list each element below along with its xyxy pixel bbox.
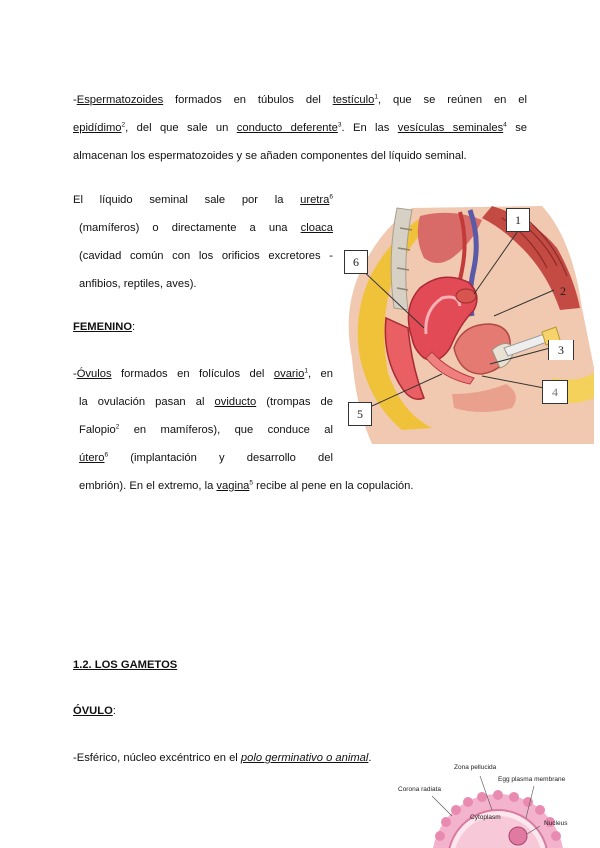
term-ovulos: Óvulos	[76, 368, 112, 380]
term-uretra: uretra	[300, 194, 330, 206]
egg-cell-figure	[394, 760, 600, 848]
nucleus-shape	[509, 827, 527, 845]
figure-label-3: 3	[548, 340, 574, 360]
figure-label-2: 2	[560, 284, 566, 298]
para1-line3: almacenan los espermatozoides y se añaden componentes del líquido seminal.	[73, 150, 467, 162]
term-espermatozoides: Espermatozoides	[76, 94, 164, 106]
term-conducto-deferente: conducto deferente	[236, 122, 338, 134]
egg-cell-illustration	[394, 760, 600, 848]
anatomy-illustration	[342, 198, 594, 444]
para2-line1: El líquido seminal sale por la uretra$^6$	[73, 193, 333, 206]
para2-line2: (mamíferos) o directamente a una cloaca	[79, 222, 333, 234]
leader-corona	[432, 796, 452, 816]
ovary-shape	[456, 289, 476, 303]
section-heading: 1.2. LOS GAMETOS	[73, 659, 178, 671]
term-utero: útero	[79, 452, 105, 464]
term-testiculo: testículo	[332, 94, 375, 106]
ovulo-heading: ÓVULO:	[73, 705, 116, 717]
femenino-heading: FEMENINO:	[73, 321, 136, 333]
paragraph-ovulo-desc: -Esférico, núcleo excéntrico en el polo germinativo o animal.	[73, 752, 372, 764]
figure-label-4: 4	[542, 380, 568, 404]
para1-line2: epidídimo$^2$, del que sale un conducto deferente$^3$. En las vesículas seminales$^4$ se	[73, 121, 528, 134]
label-zona-pellucida: Zona pellucida	[454, 764, 497, 771]
para1-line1: -Espermatozoides formados en túbulos del testículo$^1$, que se reúnen en el	[73, 93, 527, 106]
para2-line4: anfibios, reptiles, aves).	[79, 278, 197, 290]
para3-line1: -Óvulos formados en folículos del ovario$^1$, en	[73, 367, 333, 380]
para2-line3: (cavidad común con los orificios excretores -	[79, 250, 333, 262]
label-cytoplasm: Cytoplasm	[470, 814, 501, 821]
paragraph-liquido-seminal	[73, 186, 333, 298]
term-ovario: ovario	[273, 368, 305, 380]
para3-line3: Falopio$^2$ en mamíferos), que conduce al	[79, 423, 333, 436]
figure-label-6: 6	[344, 250, 368, 274]
para3-line2: la ovulación pasan al oviducto (trompas de	[79, 396, 333, 408]
term-vesiculas-seminales: vesículas seminales	[397, 122, 504, 134]
figure-label-5: 5	[348, 402, 372, 426]
para3-line5: embrión). En el extremo, la vagina$^5$ recibe al pene en la copulación.	[79, 479, 414, 492]
female-reproductive-figure	[342, 198, 594, 444]
term-polo-germinativo: polo germinativo o animal	[240, 752, 369, 764]
term-oviducto: oviducto	[214, 396, 257, 408]
paragraph-ovulos	[73, 360, 414, 500]
paragraph-espermatozoides	[73, 86, 527, 170]
label-corona-radiata: Corona radiata	[398, 786, 441, 793]
label-egg-plasma-membrane: Egg plasma membrane	[498, 776, 566, 783]
term-epididimo: epidídimo	[73, 122, 122, 134]
para3-line4: útero$^6$ (implantación y desarrollo del	[79, 451, 333, 464]
term-vagina: vagina	[216, 480, 250, 492]
label-nucleus: Nucleus	[544, 820, 568, 827]
term-cloaca: cloaca	[300, 222, 333, 234]
figure-label-1: 1	[506, 208, 530, 232]
